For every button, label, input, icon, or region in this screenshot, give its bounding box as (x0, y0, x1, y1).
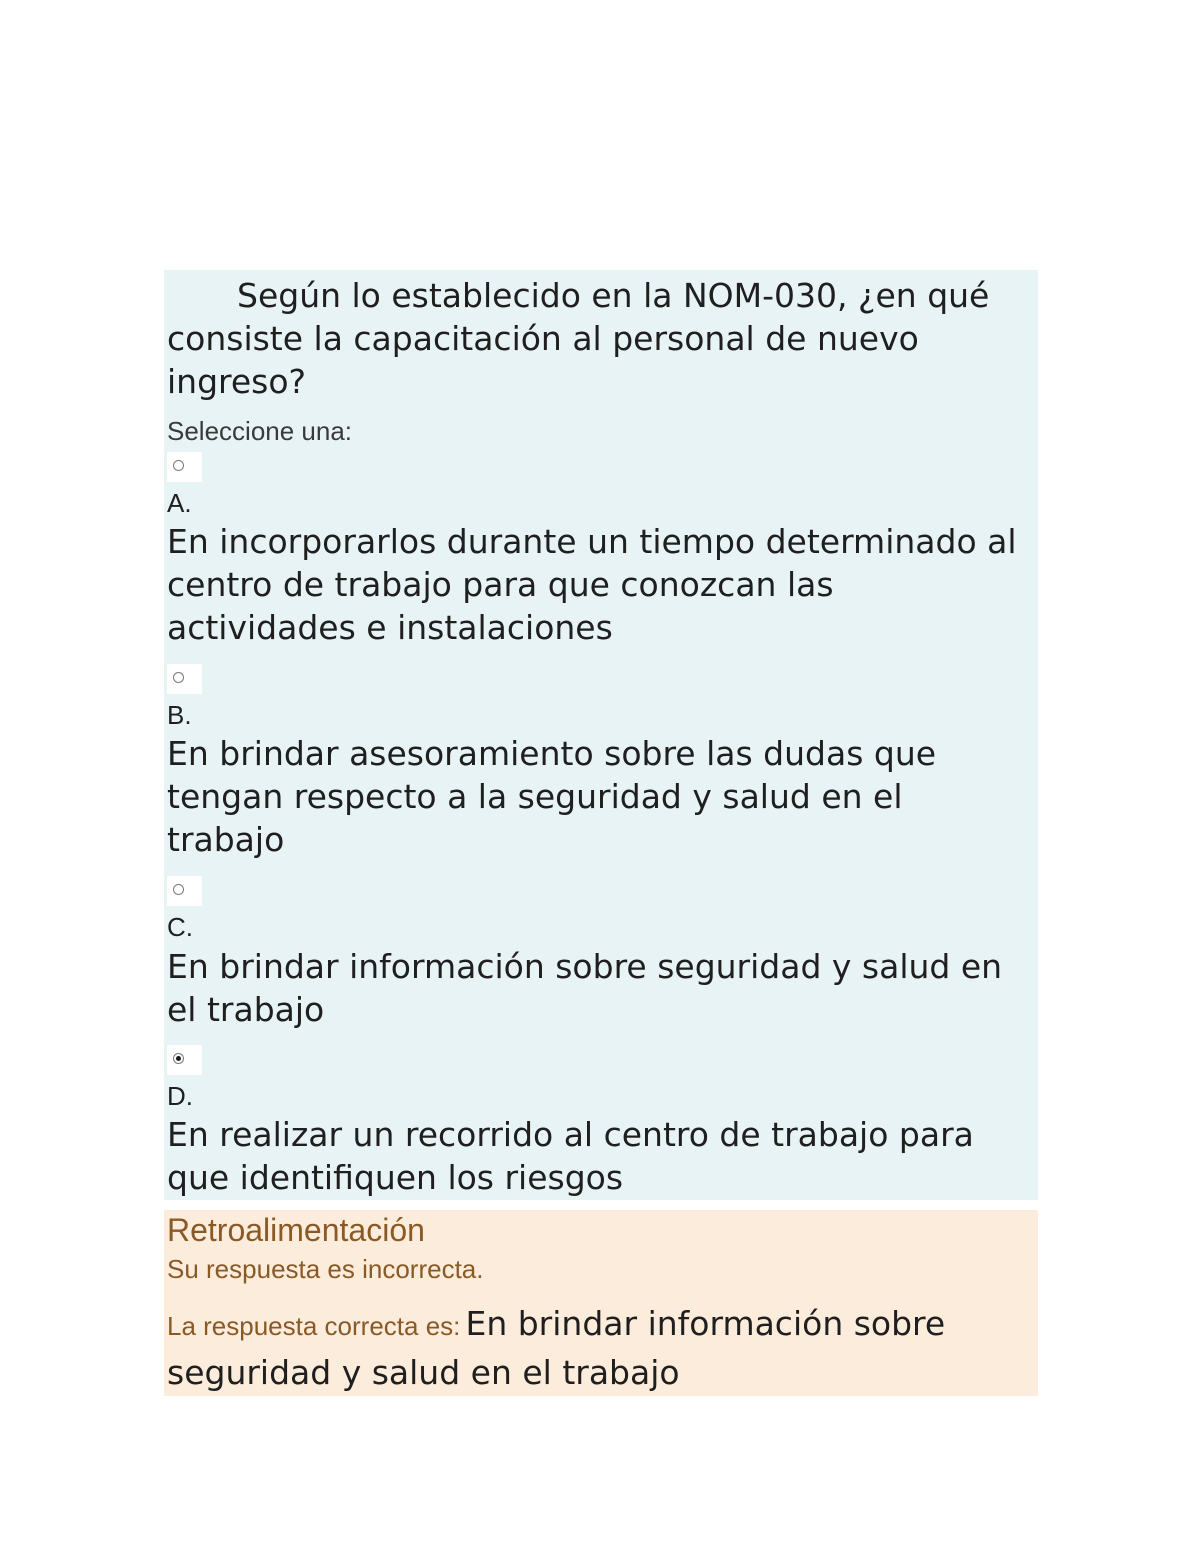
option-b-letter: B. (167, 700, 192, 730)
correct-answer-label: La respuesta correcta es: (167, 1311, 461, 1341)
option-b-text[interactable]: En brindar asesoramiento sobre las dudas que tengan respecto a la seguridad y salud en el trabajo (167, 734, 937, 859)
correct-answer-text: En brindar información sobre seguridad y salud en el trabajo (167, 1304, 946, 1392)
radio-checked-icon (173, 1053, 184, 1064)
radio-unchecked-icon (173, 884, 184, 895)
option-a-text[interactable]: En incorporarlos durante un tiempo determinado al centro de trabajo para que conozcan las actividades e instalaciones (167, 522, 1017, 647)
option-d-letter: D. (167, 1081, 193, 1111)
option-d-text[interactable]: En realizar un recorrido al centro de trabajo para que identifiquen los riesgos (167, 1115, 974, 1197)
option-c-text[interactable]: En brindar información sobre seguridad y salud en el trabajo (167, 947, 1003, 1029)
option-c-radio[interactable] (167, 876, 202, 906)
option-a-radio[interactable] (167, 452, 202, 482)
question-panel (164, 270, 1038, 1200)
option-b-radio[interactable] (167, 664, 202, 694)
question-text: Según lo establecido en la NOM-030, ¿en qué consiste la capacitación al personal de nuevo ingreso? (167, 276, 990, 401)
feedback-panel (164, 1210, 1038, 1396)
feedback-status: Su respuesta es incorrecta. (167, 1254, 484, 1284)
feedback-title: Retroalimentación (167, 1212, 425, 1248)
feedback-correct-answer (167, 1302, 1027, 1400)
radio-unchecked-icon (173, 672, 184, 683)
radio-unchecked-icon (173, 460, 184, 471)
option-a-letter: A. (167, 488, 192, 518)
option-d-radio[interactable] (167, 1045, 202, 1075)
select-prompt: Seleccione una: (167, 416, 353, 446)
option-c-letter: C. (167, 912, 193, 942)
